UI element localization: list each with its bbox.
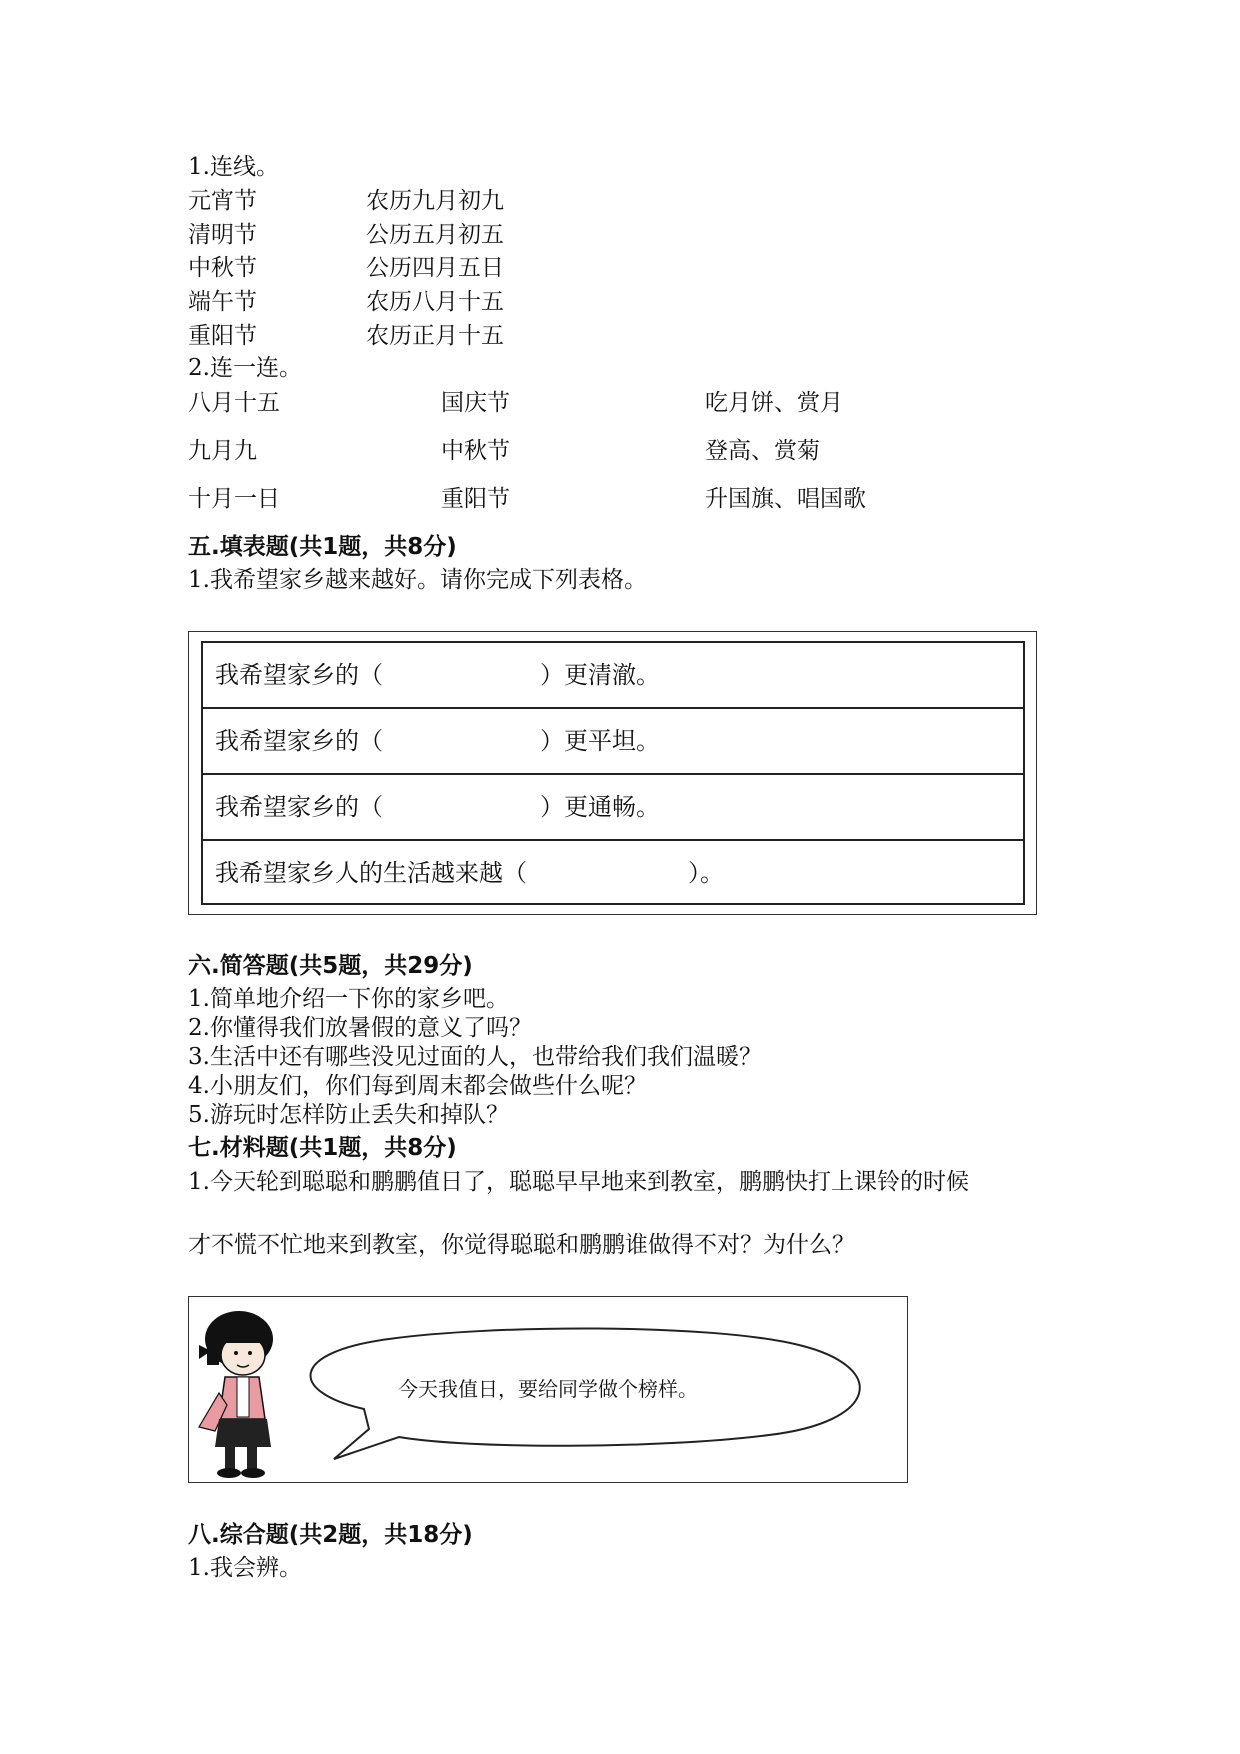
question-text: 4.小朋友们，你们每到周末都会做些什么呢？ [188,1073,647,1099]
custom-label: 升国旗、唱国歌 [705,486,866,512]
table-row [203,643,1023,709]
section-heading: 六.简答题(共5题，共29分) [188,953,473,979]
row-prefix: 我希望家乡的（ [215,793,383,821]
date-label: 农历正月十五 [366,323,504,349]
date-label: 公历五月初五 [366,222,504,248]
date-label: 农历九月初九 [366,188,504,214]
table-row [203,775,1023,841]
section-heading: 八.综合题(共2题，共18分) [188,1522,473,1548]
question-text: 1.简单地介绍一下你的家乡吧。 [188,986,509,1012]
custom-label: 登高、赏菊 [705,438,820,464]
festival-label: 中秋节 [441,438,510,464]
table-row [203,841,1023,907]
date-label: 农历八月十五 [366,289,504,315]
festival-label: 元宵节 [188,188,257,214]
section-heading: 五.填表题(共1题，共8分) [188,534,457,560]
date-label: 九月九 [188,438,257,464]
q4-part2-title: 2.连一连。 [188,355,302,381]
festival-label: 重阳节 [188,323,257,349]
row-suffix: ）更通畅。 [540,793,660,821]
question-text: 1.今天轮到聪聪和鹏鹏值日了，聪聪早早地来到教室，鹏鹏快打上课铃的时候 [188,1169,969,1195]
row-suffix: ）更清澈。 [540,661,660,689]
row-prefix: 我希望家乡的（ [215,661,383,689]
speech-bubble-text: 今天我值日，要给同学做个榜样。 [398,1377,698,1401]
row-prefix: 我希望家乡人的生活越来越（ [215,859,527,887]
section-heading: 七.材料题(共1题，共8分) [188,1135,457,1161]
festival-label: 端午节 [188,289,257,315]
date-label: 公历四月五日 [366,255,504,281]
question-text: 才不慌不忙地来到教室，你觉得聪聪和鹏鹏谁做得不对？为什么？ [188,1232,855,1258]
row-prefix: 我希望家乡的（ [215,727,383,755]
question-text: 2.你懂得我们放暑假的意义了吗？ [188,1015,532,1041]
date-label: 八月十五 [188,390,280,416]
table-row [203,709,1023,775]
row-suffix: ）。 [688,859,724,887]
q4-part1-title: 1.连线。 [188,154,279,180]
illustration-box [188,1296,908,1483]
fill-table [201,641,1025,905]
festival-label: 中秋节 [188,255,257,281]
question-text: 3.生活中还有哪些没见过面的人，也带给我们我们温暖？ [188,1044,762,1070]
festival-label: 清明节 [188,222,257,248]
date-label: 十月一日 [188,486,280,512]
festival-label: 重阳节 [441,486,510,512]
festival-label: 国庆节 [441,390,510,416]
question-text: 1.我希望家乡越来越好。请你完成下列表格。 [188,567,647,593]
question-text: 5.游玩时怎样防止丢失和掉队？ [188,1102,509,1128]
question-text: 1.我会辨。 [188,1555,302,1581]
custom-label: 吃月饼、赏月 [705,390,843,416]
row-suffix: ）更平坦。 [540,727,660,755]
